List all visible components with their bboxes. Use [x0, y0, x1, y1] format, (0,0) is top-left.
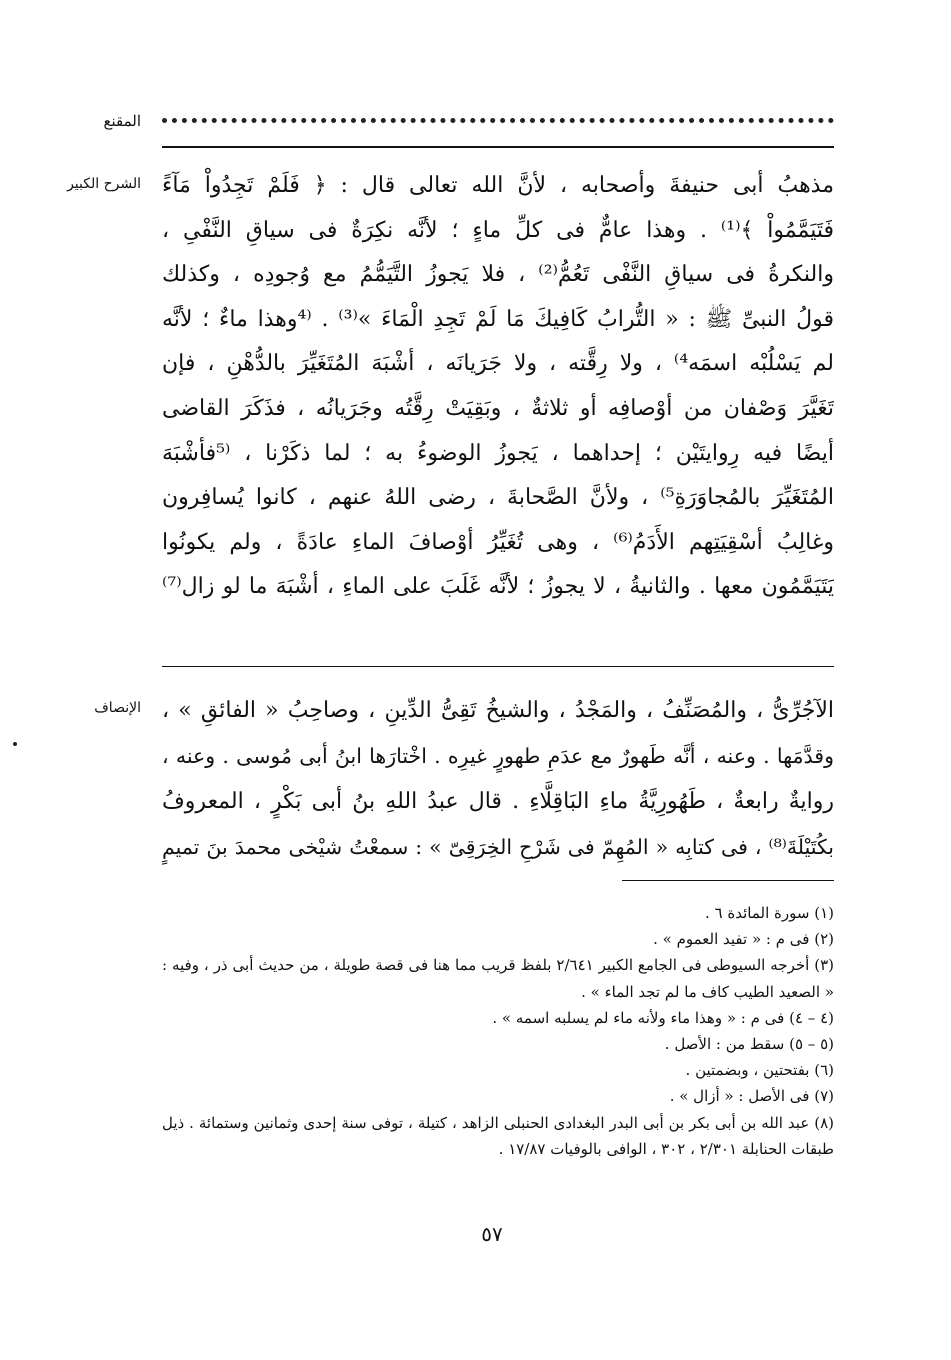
- text-line: والنكرةُ فى سياقِ النَّفْى تَعُمُّ⁽²⁾ ، فلا يَجوزُ التَّيَمُّمُ مع وُجودِه ، وكذلك: [162, 262, 834, 288]
- footnote: (١) سورة المائدة ٦ .: [705, 904, 834, 922]
- text-line: مذهبُ أبى حنيفةَ وأصحابه ، لأنَّ الله تعالى قال : ﴿ فَلَمْ تَجِدُواْ مَآءً: [162, 173, 834, 198]
- sharh-text-block: [162, 164, 834, 610]
- footnote: (٨) عبد الله بن أبى بكر بن أبى البدر البغدادى الحنبلى الزاهد ، كتيلة ، توفى سنة إحدى وثمانين وستمائة . ذيل: [162, 1113, 834, 1132]
- page-number: ٥٧: [481, 1222, 503, 1246]
- text-line: روايةٌ رابعةٌ ، طَهُورِيَّةُ ماءِ البَاقِلَّاءِ . قال عبدُ اللهِ بنُ أبى بَكْرٍ ، المعروفُ: [162, 789, 834, 814]
- text-line: بكُتَيْلَةَ⁽⁸⁾ ، فى كتابِه « المُهِمّ فى شَرْحِ الخِرَقِىّ » : سمعْتُ شيْخى محمدَ بنَ تميمٍ: [162, 834, 834, 859]
- margin-dot: [13, 742, 17, 746]
- footnote: (٣) أخرجه السيوطى فى الجامع الكبير ٢/٦٤١ بلفظ قريب مما هنا فى قصة طويلة ، من حديث أبى ذر ، وفيه :: [162, 956, 834, 975]
- text-line: فَتَيَمَّمُواْ ﴾⁽¹⁾ . وهذا عامٌّ فى كلِّ ماءٍ ؛ لأنَّه نكِرَةٌ فى سياقِ النَّفْىِ ،: [162, 217, 834, 243]
- text-line: أيضًا فيه رِوايتَيْن ؛ إحداهما ، يَجوزُ الوضوءُ به ؛ لما ذكَرْنا ، ⁽⁵فأشْبَهَ: [162, 440, 834, 466]
- footnote: (٧) فى الأصل : « أزال » .: [669, 1087, 834, 1106]
- text-line: يَتَيَمَّمُون معها . والثانيةُ ، لا يجوزُ ؛ لأنَّه غَلَبَ على الماءِ ، أشْبَهَ ما لو زال⁽⁷⁾: [162, 574, 834, 600]
- footnote-rule: [622, 880, 834, 881]
- insaf-text-block: [162, 688, 834, 870]
- text-line: قولُ النبىِّ ﷺ : « التُّرابُ كَافِيكَ مَا لَمْ تَجِدِ الْمَاءَ »⁽³⁾ . ⁽⁴وهذا ماءٌ ؛ لأنَّه: [162, 306, 834, 332]
- header-dotted-rule: [162, 118, 834, 129]
- text-line: لم يَسْلُبْه اسمَه⁴⁾ ، ولا رِقَّته ، ولا جَرَيانَه ، أشْبَهَ المُتَغَيِّرَ بالدُّهْنِ ، فإن: [162, 351, 834, 377]
- footnote: (٤ – ٤) فى م : « وهذا ماء ولأنه ماء لم يسلبه اسمه » .: [492, 1008, 834, 1027]
- text-line: وغالِبُ أسْقِيَتِهم الأَدَمُ⁽⁶⁾ ، وهى تُغَيِّرُ أوْصافَ الماءِ عادَةً ، ولم يكونُوا: [162, 529, 834, 555]
- footnote: طبقات الحنابلة ٢/٣٠١ ، ٣٠٢ ، الوافى بالوفيات ١٧/٨٧ .: [498, 1139, 834, 1158]
- text-line: وقدَّمَها . وعنه ، أنَّه طَهورٌ مع عدَمِ طهورٍ غيرِه . اخْتارَها ابنُ أبى مُوسى . وعنه ،: [162, 743, 834, 768]
- text-line: المُتَغَيِّرَ بالمُجاوَرَةِ⁵⁾ ، ولأنَّ الصَّحابةَ ، رضى اللهُ عنهم ، كانوا يُسافِرون: [162, 485, 834, 511]
- footnote: (٦) بفتحتين ، وبضمتين .: [685, 1061, 834, 1080]
- running-header-title: المقنع: [103, 112, 141, 130]
- header-rule: [162, 146, 834, 148]
- text-line: تَغَيَّرَ وَصْفان من أوْصافِه أو ثلاثةٌ ، وبَقِيَتْ رِقَّتُه وجَرَيانُه ، فذَكَرَ القاضى: [162, 395, 834, 421]
- footnotes: [162, 900, 834, 1162]
- side-label-sharh: الشرح الكبير: [67, 176, 141, 192]
- section-divider: [162, 666, 834, 667]
- footnote: « الصعيد الطيب كاف ما لم تجد الماء » .: [581, 982, 834, 1001]
- side-label-insaf: الإنصاف: [94, 700, 141, 716]
- footnote: (٢) فى م : « تفيد العموم » .: [653, 930, 834, 949]
- text-line: الآجُرِّىُّ ، والمُصَنِّفُ ، والمَجْدُ ، والشيخُ تَقِىُّ الدِّينِ ، وصاحِبُ « الفائقِ » ،: [162, 698, 834, 723]
- footnote: (٥ – ٥) سقط من : الأصل .: [664, 1034, 834, 1053]
